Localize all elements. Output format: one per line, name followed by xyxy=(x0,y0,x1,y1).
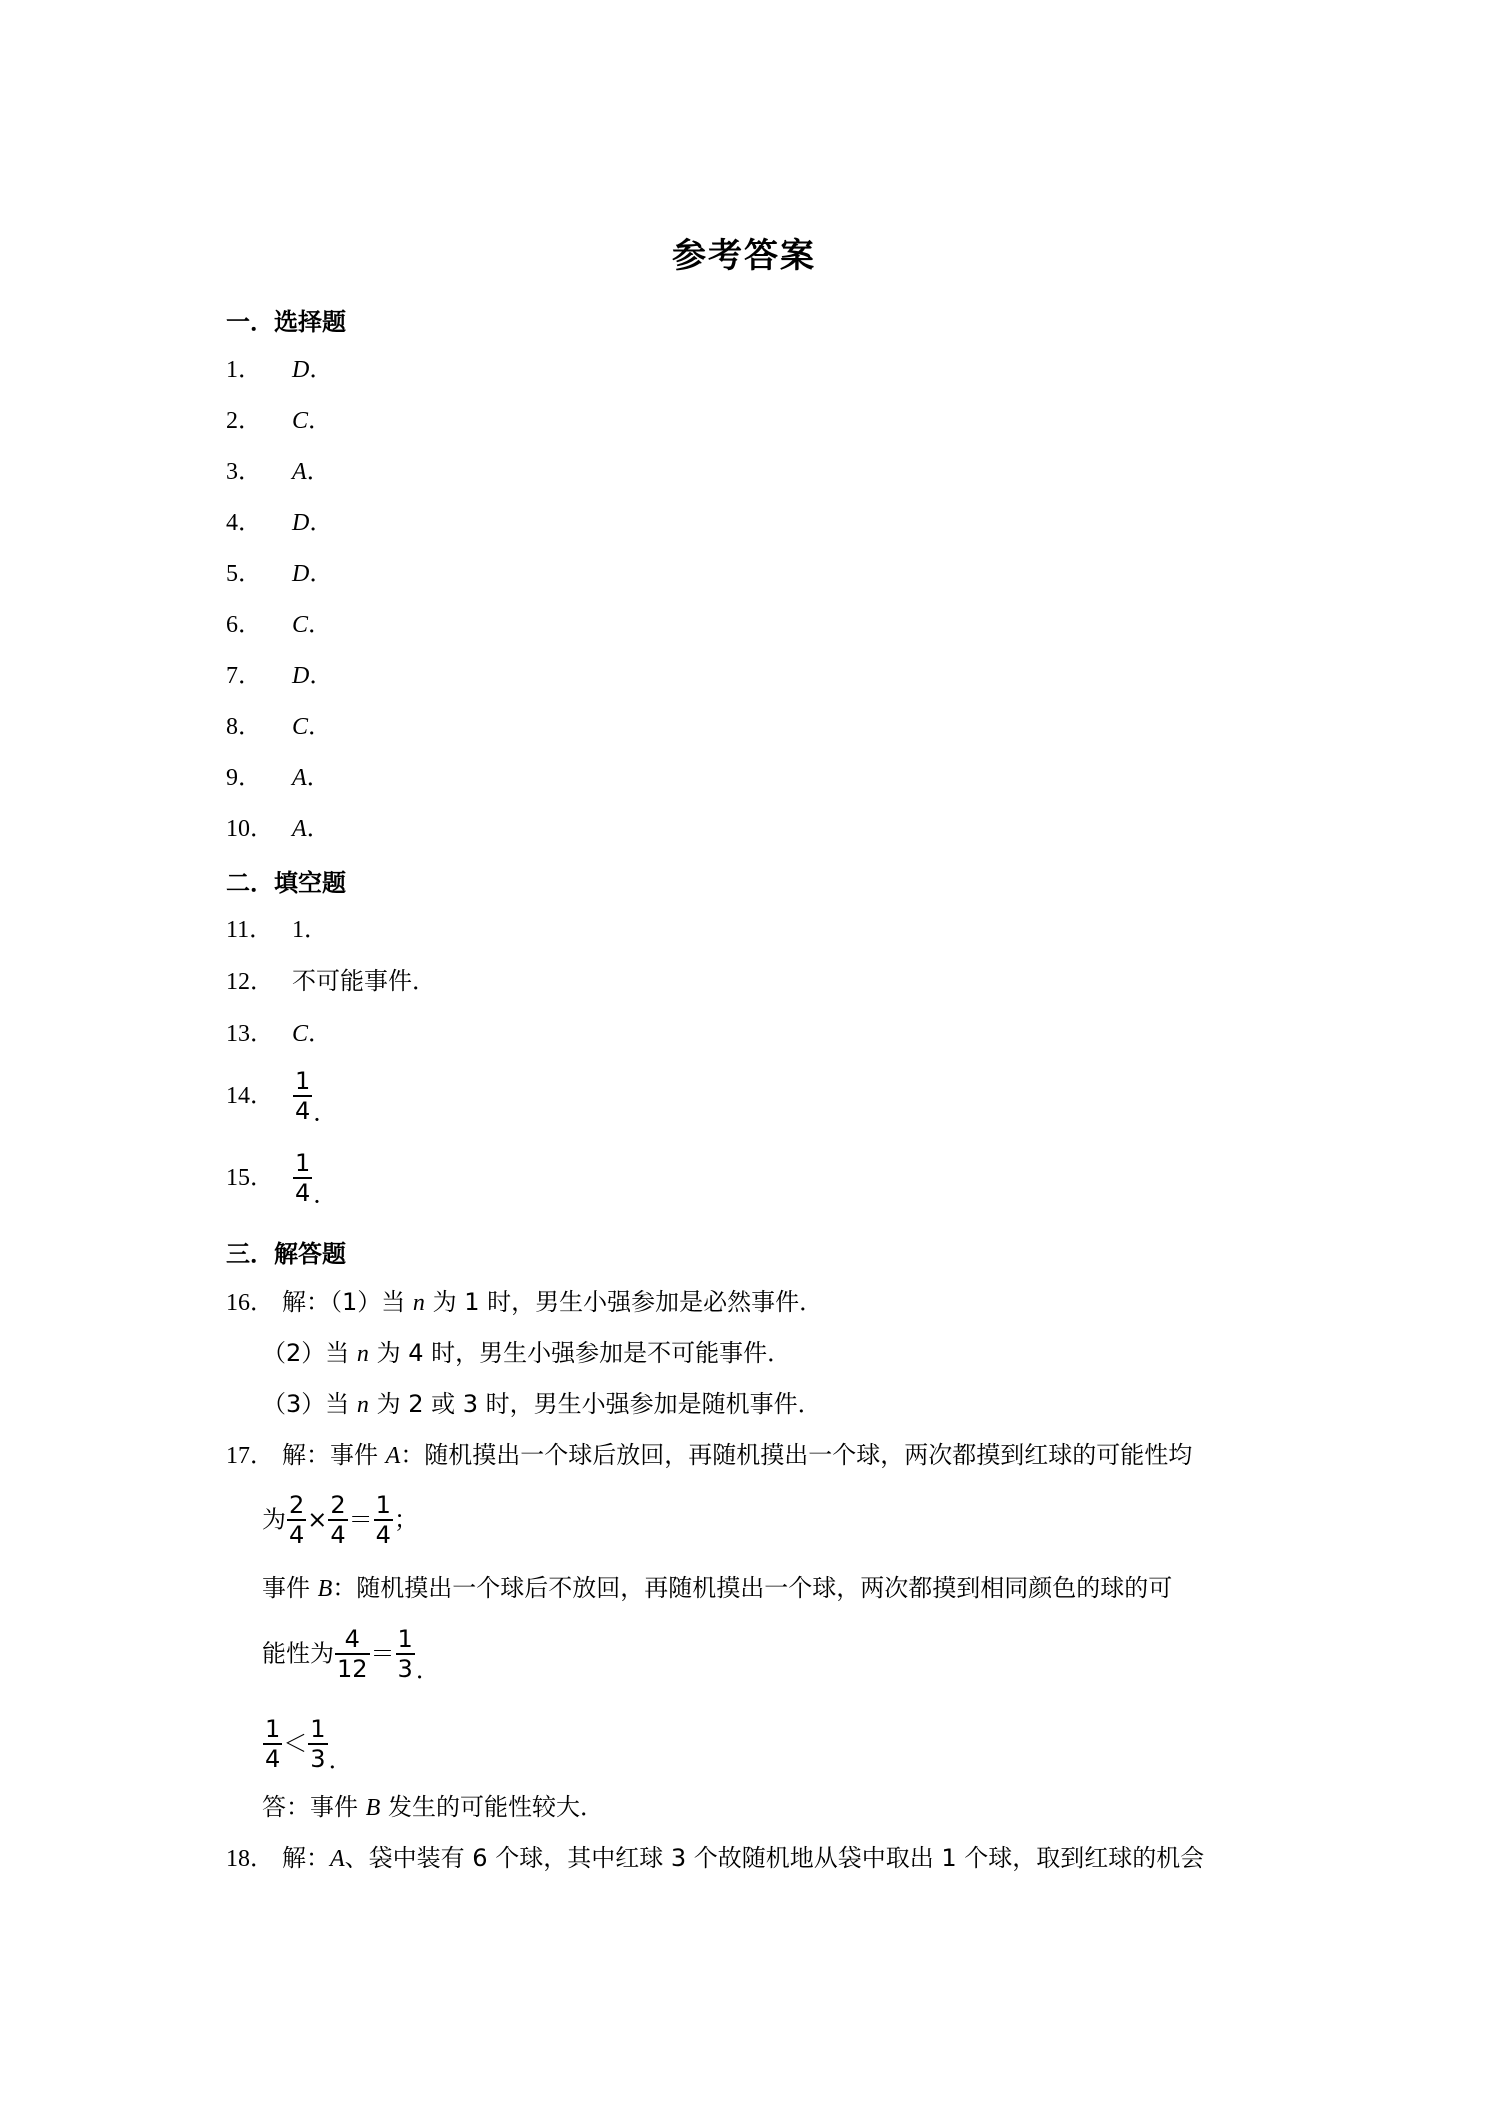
fraction xyxy=(374,1492,393,1548)
q16-line-3 xyxy=(262,1387,822,1422)
equals-sign: ＝ xyxy=(370,1639,395,1668)
text-segment: 解：（1）当 xyxy=(282,1288,406,1316)
list-item-q12 xyxy=(226,964,436,999)
list-item-choice xyxy=(226,607,332,642)
numerator: 1 xyxy=(295,1067,311,1095)
text-segment: 能性为 xyxy=(262,1639,334,1668)
times-sign: × xyxy=(307,1505,328,1534)
denominator: 12 xyxy=(337,1654,368,1683)
list-item-choice xyxy=(226,556,333,591)
answer-letter: D xyxy=(292,510,310,536)
answer-dot: ． xyxy=(308,408,333,434)
answer-letter: A xyxy=(292,765,307,791)
q17-line-6 xyxy=(262,1790,604,1825)
question-number: 15． xyxy=(226,1165,274,1191)
answer-text: 1． xyxy=(292,917,328,943)
section-heading-fill: 二．填空题 xyxy=(226,869,346,897)
variable-B: B xyxy=(317,1576,333,1602)
numerator: 1 xyxy=(295,1149,311,1177)
question-number: 12． xyxy=(226,969,274,995)
answer-text: 不可能事件． xyxy=(292,967,436,995)
question-number: 9． xyxy=(226,765,262,791)
list-item-choice xyxy=(226,709,332,744)
answer-dot: ． xyxy=(313,1100,338,1127)
question-number: 11． xyxy=(226,917,274,943)
answer-letter: A xyxy=(292,459,307,485)
text-segment: （2）当 xyxy=(262,1339,350,1367)
question-number: 7． xyxy=(226,663,262,689)
text-segment: 为 1 时，男生小强参加是必然事件． xyxy=(432,1288,824,1316)
q17-line-3 xyxy=(262,1571,1172,1606)
variable-n: n xyxy=(356,1392,369,1418)
question-number: 18． xyxy=(226,1846,274,1872)
answer-letter: D xyxy=(292,357,310,383)
text-segment: ：随机摸出一个球后放回，再随机摸出一个球，两次都摸到红球的可能性均 xyxy=(400,1441,1193,1469)
list-item-choice xyxy=(226,811,331,846)
fraction xyxy=(287,1492,306,1548)
question-number: 13． xyxy=(226,1021,274,1047)
period: ． xyxy=(328,1748,353,1774)
denominator: 3 xyxy=(397,1654,413,1683)
denominator: 3 xyxy=(310,1744,326,1773)
answer-letter: C xyxy=(292,1021,309,1047)
text-segment: 、袋中装有 6 个球，其中红球 3 个故随机地从袋中取出 1 个球，取到红球的机会 xyxy=(344,1844,1205,1872)
answer-letter: C xyxy=(292,612,309,638)
text-segment: 解： xyxy=(282,1844,330,1872)
list-item-q15 xyxy=(226,1150,337,1213)
denominator: 4 xyxy=(265,1744,281,1773)
answer-letter: C xyxy=(292,408,309,434)
question-number: 16． xyxy=(226,1290,274,1316)
question-number: 1． xyxy=(226,357,262,383)
variable-A: A xyxy=(330,1846,345,1872)
q17-line-4 xyxy=(262,1622,440,1701)
numerator: 2 xyxy=(289,1490,305,1519)
list-item-q14 xyxy=(226,1068,337,1131)
q16-line-1 xyxy=(226,1285,823,1320)
semicolon: ； xyxy=(393,1505,418,1534)
fraction xyxy=(335,1626,370,1682)
answer-dot: ． xyxy=(309,357,334,383)
question-number: 3． xyxy=(226,459,262,485)
variable-n: n xyxy=(412,1290,425,1316)
q17-line-5 xyxy=(262,1712,353,1791)
question-number: 14． xyxy=(226,1083,274,1109)
denominator: 4 xyxy=(375,1520,391,1549)
denominator: 4 xyxy=(289,1520,305,1549)
list-item-choice xyxy=(226,658,333,693)
answer-dot: ． xyxy=(313,1182,338,1209)
list-item-choice xyxy=(226,760,331,795)
numerator: 4 xyxy=(344,1624,360,1653)
question-number: 5． xyxy=(226,561,262,587)
variable-n: n xyxy=(356,1341,369,1367)
answer-letter: C xyxy=(292,714,309,740)
list-item-q13 xyxy=(226,1016,332,1051)
question-number: 17． xyxy=(226,1443,274,1469)
equals-sign: ＝ xyxy=(348,1505,373,1534)
answer-dot: ． xyxy=(309,663,334,689)
question-number: 4． xyxy=(226,510,262,536)
text-segment: 为 4 时，男生小强参加是不可能事件． xyxy=(376,1339,792,1367)
answer-dot: ． xyxy=(306,816,331,842)
question-number: 6． xyxy=(226,612,262,638)
numerator: 1 xyxy=(310,1714,326,1743)
answer-dot: ． xyxy=(309,510,334,536)
period: ． xyxy=(415,1658,440,1684)
list-item-choice xyxy=(226,352,333,387)
text-segment: ：随机摸出一个球后不放回，再随机摸出一个球，两次都摸到相同颜色的球的可 xyxy=(332,1574,1173,1602)
text-segment: 发生的可能性较大． xyxy=(387,1793,604,1821)
answer-dot: ． xyxy=(308,1021,333,1047)
list-item-choice xyxy=(226,454,331,489)
section-heading-solve: 三．解答题 xyxy=(226,1240,346,1268)
answer-dot: ． xyxy=(306,459,331,485)
variable-B: B xyxy=(365,1795,381,1821)
numerator: 1 xyxy=(397,1624,413,1653)
denominator: 4 xyxy=(330,1520,346,1549)
fraction xyxy=(293,1068,312,1124)
numerator: 1 xyxy=(375,1490,391,1519)
answer-dot: ． xyxy=(308,612,333,638)
list-item-choice xyxy=(226,505,333,540)
text-segment: 事件 xyxy=(262,1574,310,1602)
denominator: 4 xyxy=(295,1097,311,1125)
section-heading-choice: 一．选择题 xyxy=(226,308,346,336)
numerator: 1 xyxy=(265,1714,281,1743)
answer-dot: ． xyxy=(308,714,333,740)
fraction xyxy=(396,1626,415,1682)
fraction xyxy=(293,1150,312,1206)
fraction xyxy=(328,1492,347,1548)
list-item-q11 xyxy=(226,912,328,947)
q17-line-1 xyxy=(226,1438,1192,1473)
fraction xyxy=(308,1716,327,1772)
text-segment: 解：事件 xyxy=(282,1441,378,1469)
text-segment: 答：事件 xyxy=(262,1793,358,1821)
answer-letter: D xyxy=(292,561,310,587)
less-than-sign: ＜ xyxy=(283,1729,308,1758)
text-segment: 为 xyxy=(262,1505,286,1534)
text-segment: （3）当 xyxy=(262,1390,350,1418)
answer-letter: A xyxy=(292,816,307,842)
answer-dot: ． xyxy=(306,765,331,791)
fraction xyxy=(263,1716,282,1772)
list-item-choice xyxy=(226,403,332,438)
numerator: 2 xyxy=(330,1490,346,1519)
q18-line-1 xyxy=(226,1841,1204,1876)
q17-line-2 xyxy=(262,1488,418,1550)
question-number: 2． xyxy=(226,408,262,434)
question-number: 8． xyxy=(226,714,262,740)
question-number: 10． xyxy=(226,816,274,842)
page-title: 参考答案 xyxy=(672,236,816,276)
denominator: 4 xyxy=(295,1179,311,1207)
variable-A: A xyxy=(385,1443,401,1469)
answer-dot: ． xyxy=(309,561,334,587)
answer-letter: D xyxy=(292,663,310,689)
text-segment: 为 2 或 3 时，男生小强参加是随机事件． xyxy=(376,1390,822,1418)
q16-line-2 xyxy=(262,1336,791,1371)
